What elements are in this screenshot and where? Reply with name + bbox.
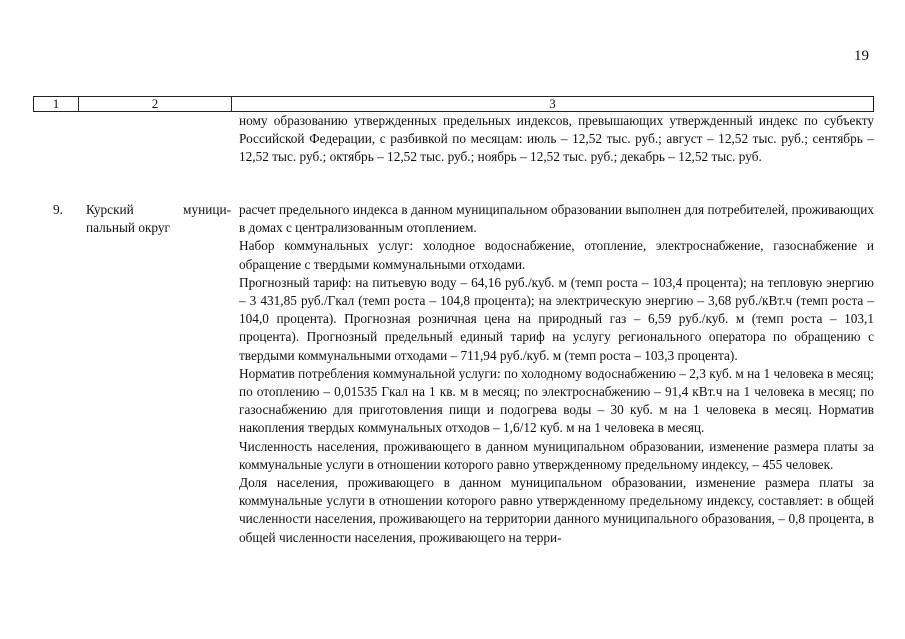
paragraph-calculation: расчет предельного индекса в данном муниципальном образовании выполнен для потребителей, проживающих в домах с централизованным отоплением. <box>239 202 874 236</box>
paragraph-services: Набор коммунальных услуг: холодное водоснабжение, отопление, электроснабжение, газоснабжение и обращение с твердыми коммунальными отходами. <box>239 238 874 272</box>
table-header-col-3: 3 <box>549 96 556 111</box>
municipality-name-line-2: пальный округ <box>86 220 171 236</box>
row-description <box>239 201 874 547</box>
paragraph-population: Численность населения, проживающего в данном муниципальном образовании, изменение размера платы за коммунальные услуги в отношении которого равно утвержденному предельному индексу, – 455 человек. <box>239 438 874 472</box>
table-header <box>33 96 874 112</box>
table-header-col-2: 2 <box>79 97 232 111</box>
page-number: 19 <box>854 48 869 64</box>
paragraph-norms: Норматив потребления коммунальной услуги: по холодному водоснабжению – 2,3 куб. м на 1 человека в месяц; по отоплению – 0,01535 Гкал на 1 кв. м в месяц; по электроснабжению – 91,4 кВт.ч на 1 человека в месяц; по газоснабжению для приготовления пищи и подогрева воды – 30 куб. м на 1 человека в месяц. Норматив накопления твердых коммунальных отходов – 1,6/12 куб. м на 1 человека в месяц. <box>239 365 874 436</box>
paragraph-share: Доля населения, проживающего в данном муниципальном образовании, изменение размера платы за коммунальные услуги в отношении которого равно утвержденному предельному индексу, составляет: в общей численности населения, проживающего на территории данного муниципального образования, – 0,8 процента, в общей численности населения, проживающего на терри- <box>239 475 874 545</box>
row-number: 9. <box>53 202 63 217</box>
table-header-col-1: 1 <box>34 97 79 111</box>
continuation-text: ному образованию утвержденных предельных индексов, превышающих утвержденный индекс по субъекту Российской Федерации, с разбивкой по месяцам: июль – 12,52 тыс. руб.; август – 12,52 тыс. руб.; сентябрь – 12,52 тыс. руб.; октябрь – 12,52 тыс. руб.; ноябрь – 12,52 тыс. руб.; декабрь – 12,52 тыс. руб. <box>239 113 874 165</box>
paragraph-tariffs: Прогнозный тариф: на питьевую воду – 64,16 руб./куб. м (темп роста – 103,4 процента); на тепловую энергию – 3 431,85 руб./Гкал (темп роста – 104,8 процента); на электрическую энергию – 3,68 руб./кВт.ч (темп роста – 104,0 процента). Прогнозная розничная цена на природный газ – 6,59 руб./куб. м (темп роста – 103,1 процента). Прогнозный предельный единый тариф на услугу регионального оператора по обращению с твердыми коммунальными отходами – 711,94 руб./куб. м (темп роста – 103,3 процента). <box>239 274 874 363</box>
municipality-name <box>86 201 231 237</box>
municipality-name-line-1: Курский муници- <box>86 202 231 217</box>
